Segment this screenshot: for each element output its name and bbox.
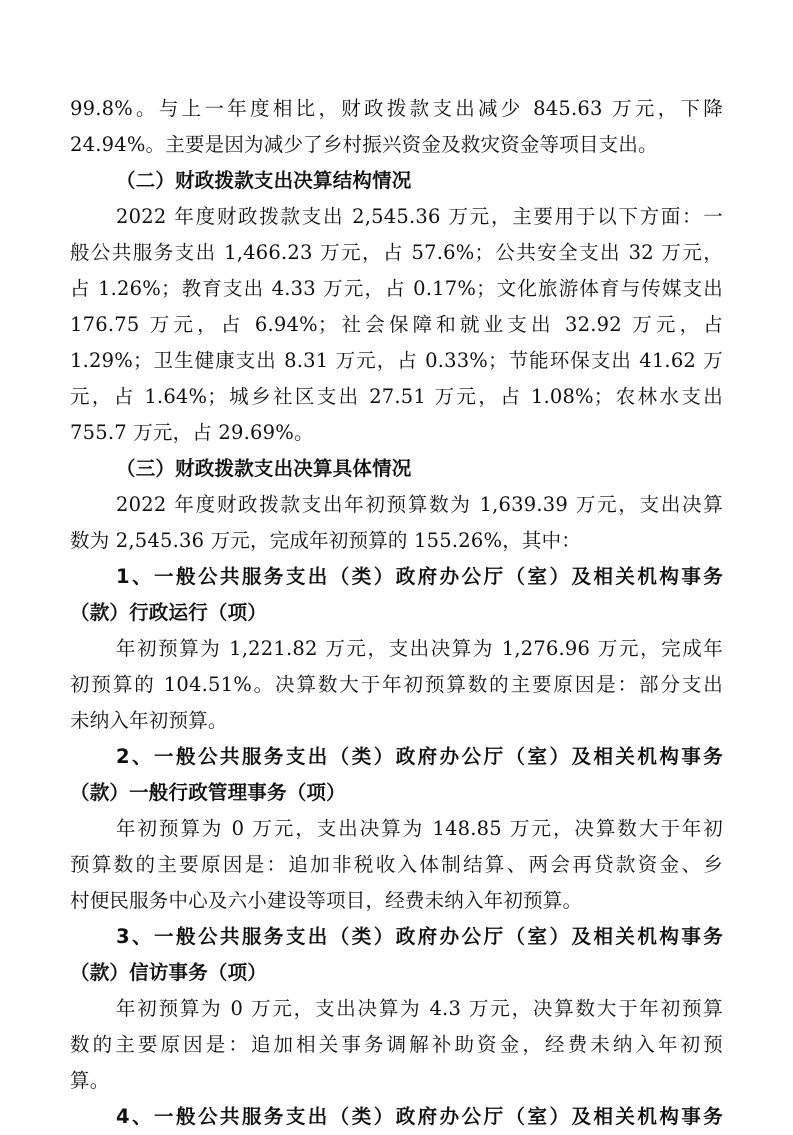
item-heading: （款）信访事务（项） <box>70 961 268 984</box>
body-text-line: 占 1.26%；教育支出 4.33 万元，占 0.17%；文化旅游体育与传媒支出 <box>70 277 723 300</box>
body-text-line: 2022 年度财政拨款支出 2,545.36 万元，主要用于以下方面：一 <box>116 205 723 228</box>
body-text-line: 未纳入年初预算。 <box>70 709 228 732</box>
body-text-line: 99.8%。与上一年度相比，财政拨款支出减少 845.63 万元，下降 <box>70 97 723 120</box>
section-heading: （三）财政拨款支出决算具体情况 <box>116 457 412 480</box>
body-text-line: 176.75 万元，占 6.94%；社会保障和就业支出 32.92 万元，占 <box>70 313 723 336</box>
section-heading: （二）财政拨款支出决算结构情况 <box>116 169 412 192</box>
item-heading: （款）一般行政管理事务（项） <box>70 781 346 804</box>
body-text-line: 年初预算为 1,221.82 万元，支出决算为 1,276.96 万元，完成年 <box>116 637 723 660</box>
body-text-line: 村便民服务中心及六小建设等项目，经费未纳入年初预算。 <box>70 889 583 912</box>
item-heading: 4、一般公共服务支出（类）政府办公厅（室）及相关机构事务 <box>116 1105 723 1128</box>
item-heading: （款）行政运行（项） <box>70 601 268 624</box>
body-text-line: 24.94%。主要是因为减少了乡村振兴资金及救灾资金等项目支出。 <box>70 133 658 156</box>
body-text-line: 般公共服务支出 1,466.23 万元，占 57.6%；公共安全支出 32 万元， <box>70 241 723 264</box>
body-text-line: 算。 <box>70 1069 110 1092</box>
body-text-line: 755.7 万元，占 29.69%。 <box>70 421 314 444</box>
body-text-line: 初预算的 104.51%。决算数大于年初预算数的主要原因是：部分支出 <box>70 673 723 696</box>
item-heading: 2、一般公共服务支出（类）政府办公厅（室）及相关机构事务 <box>116 745 723 768</box>
body-text-line: 2022 年度财政拨款支出年初预算数为 1,639.39 万元，支出决算 <box>116 493 723 516</box>
body-text-line: 预算数的主要原因是：追加非税收入体制结算、两会再贷款资金、乡 <box>70 853 723 876</box>
body-text-line: 数为 2,545.36 万元，完成年初预算的 155.26%，其中： <box>70 529 581 552</box>
body-text-line: 年初预算为 0 万元，支出决算为 148.85 万元，决算数大于年初 <box>116 817 723 840</box>
item-heading: 3、一般公共服务支出（类）政府办公厅（室）及相关机构事务 <box>116 925 723 948</box>
body-text-line: 数的主要原因是：追加相关事务调解补助资金，经费未纳入年初预 <box>70 1033 723 1056</box>
item-heading: 1、一般公共服务支出（类）政府办公厅（室）及相关机构事务 <box>116 565 723 588</box>
body-text-line: 年初预算为 0 万元，支出决算为 4.3 万元，决算数大于年初预算 <box>116 997 723 1020</box>
body-text-line: 1.29%；卫生健康支出 8.31 万元，占 0.33%；节能环保支出 41.62 万 <box>70 349 723 372</box>
body-text-line: 元，占 1.64%；城乡社区支出 27.51 万元，占 1.08%；农林水支出 <box>70 385 723 408</box>
